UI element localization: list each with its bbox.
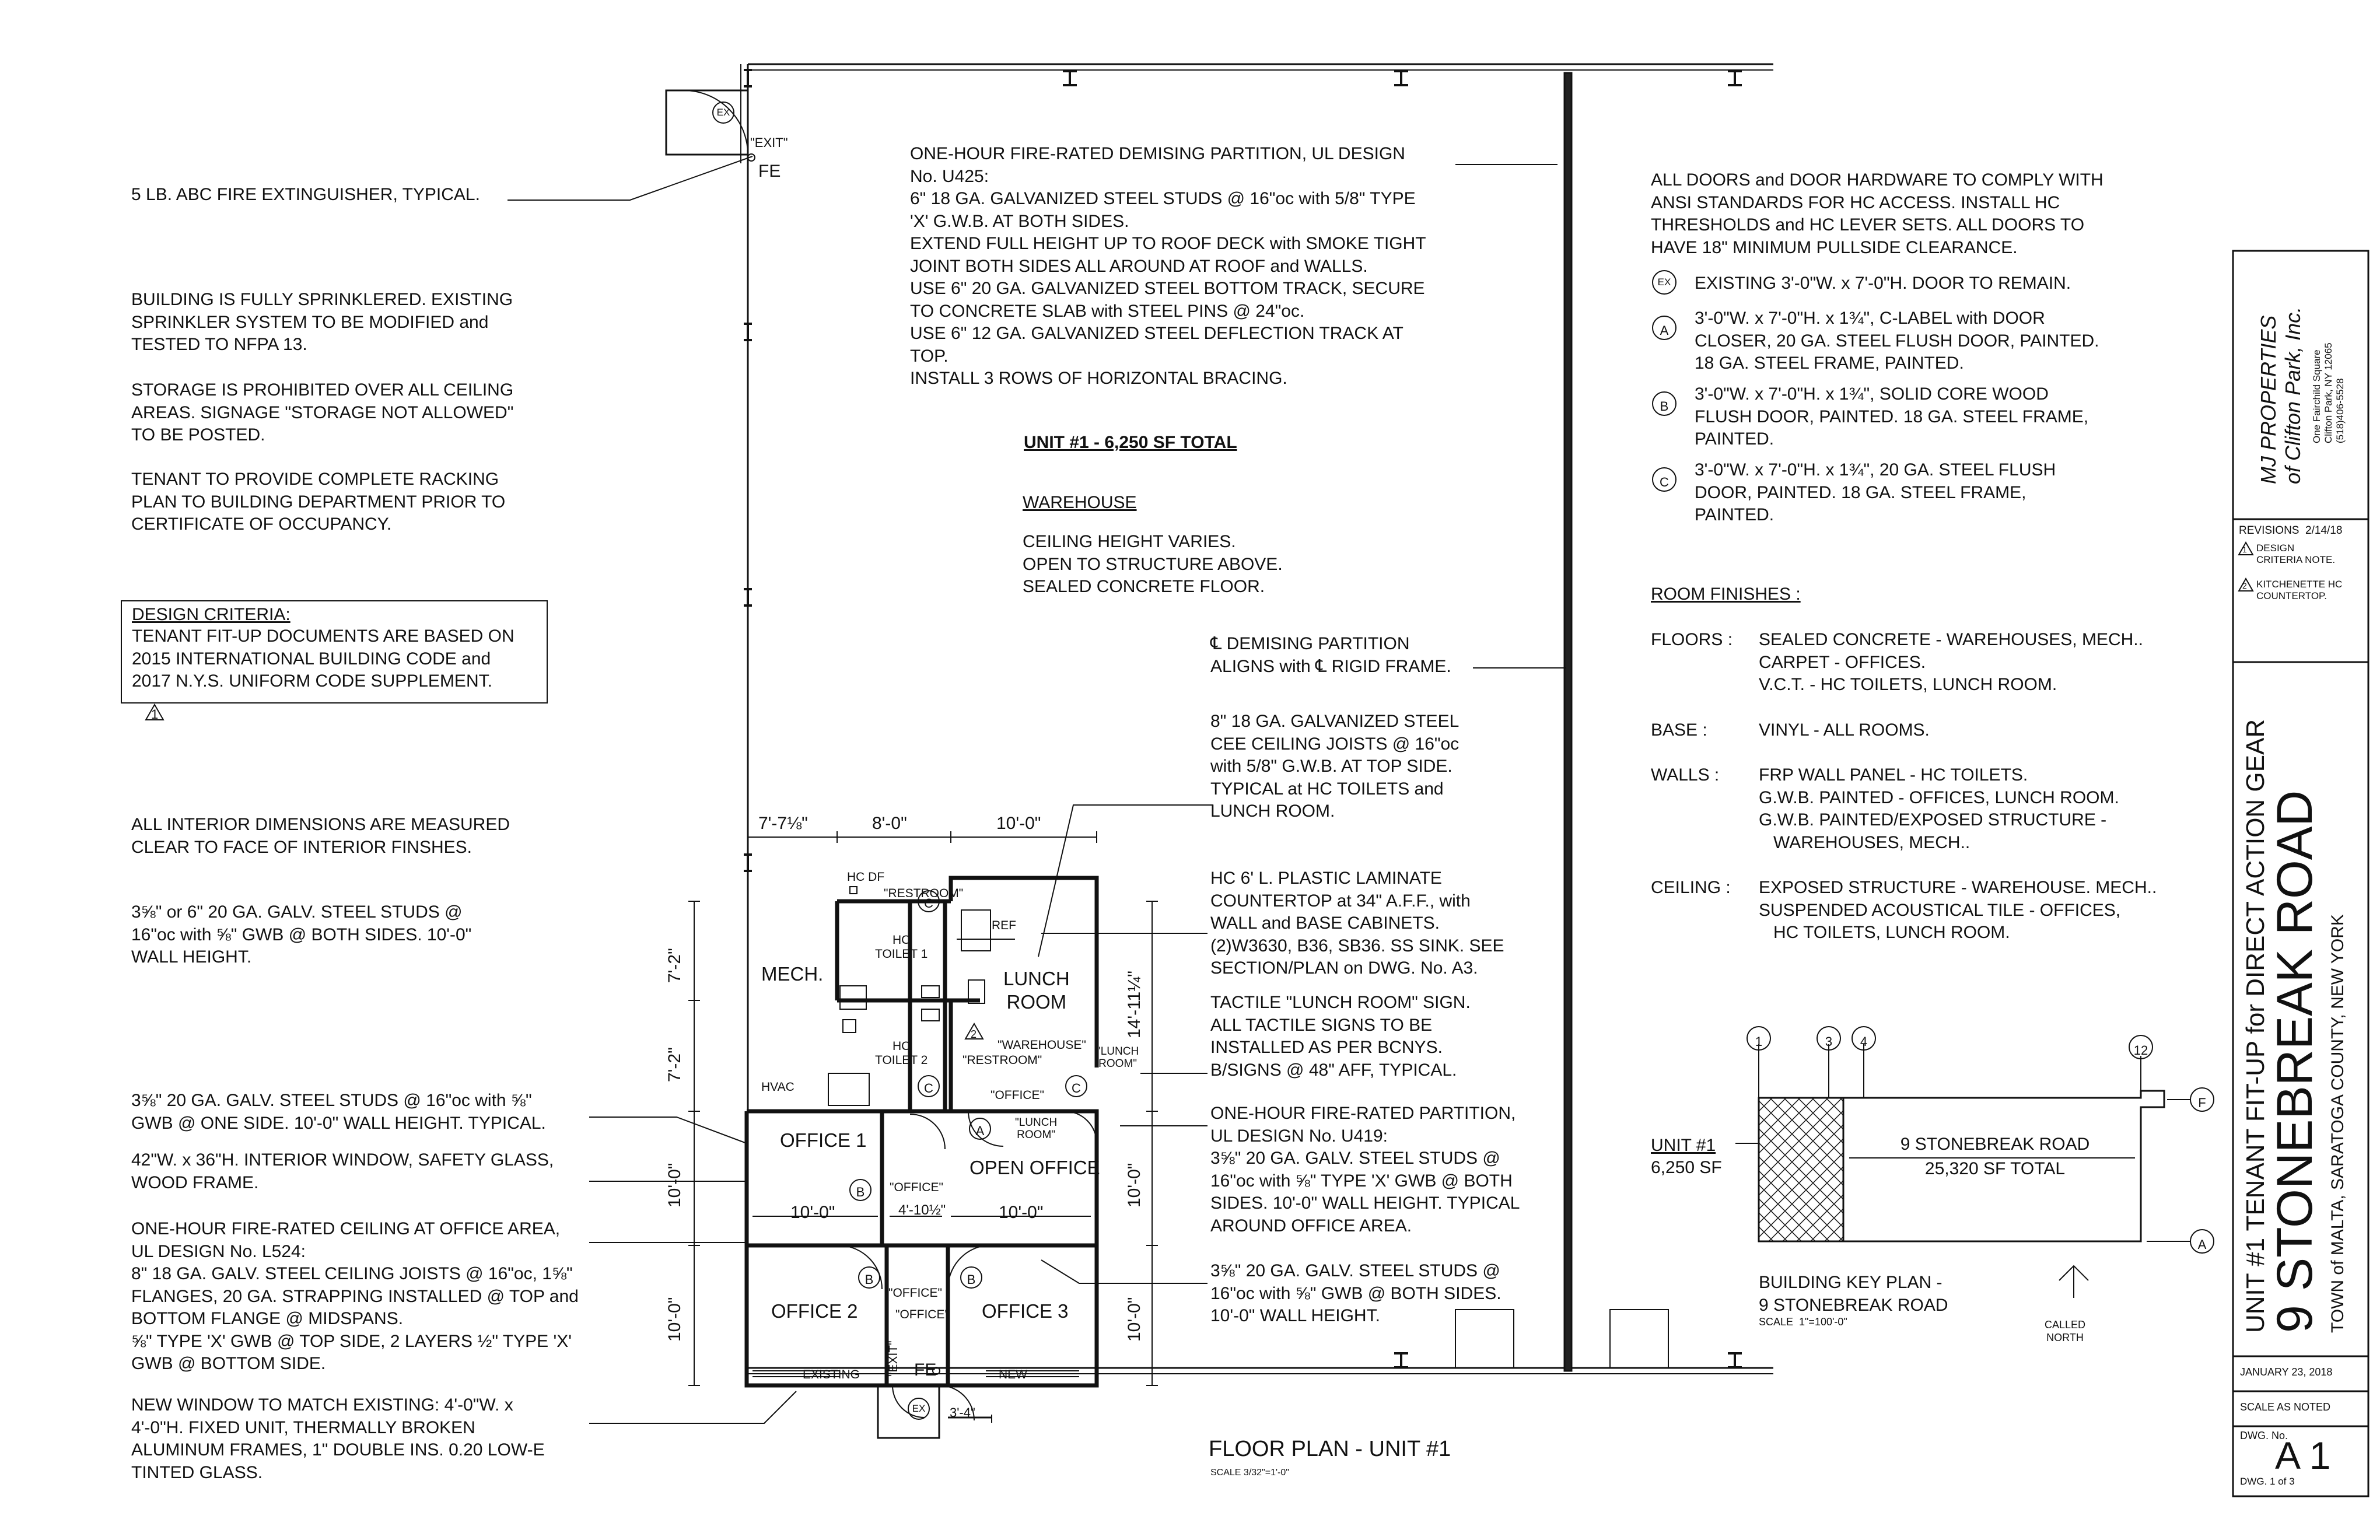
revision-2-text: KITCHENETTE HC COUNTERTOP. — [2256, 579, 2343, 601]
ref-label: REF — [992, 919, 1016, 932]
project-location: TOWN of MALTA, SARATOGA COUNTY, NEW YORK — [2328, 914, 2347, 1333]
dim-4-10: 4'-10½" — [898, 1202, 946, 1218]
note-partition-u419: ONE-HOUR FIRE-RATED PARTITION, UL DESIGN No. U419: 3⅝" 20 GA. GALV. STEEL STUDS @ 16"oc with ⅝" TYPE 'X' GWB @ BOTH SIDES. 10'-0" WALL HEIGHT. TYPICAL AROUND OFFICE AREA. — [1210, 1104, 1520, 1236]
dim-10-0-top: 10'-0" — [996, 814, 1041, 833]
key-plan-unit-area: 6,250 SF — [1651, 1158, 1722, 1177]
fe-label-bottom: FE — [914, 1360, 937, 1380]
unit-total-heading: UNIT #1 - 6,250 SF TOTAL — [1024, 433, 1237, 452]
revision-1-tag: 1 — [2242, 545, 2247, 554]
lunch-room-sign: "LUNCH ROOM" — [1015, 1116, 1058, 1141]
dim-10-0-left-b: 10'-0" — [665, 1297, 684, 1342]
lunch-room-sign-right: "LUNCH ROOM" — [1097, 1045, 1139, 1070]
design-criteria-rev-tag: 1 — [151, 707, 159, 722]
floor-plan-title: FLOOR PLAN - UNIT #1 — [1209, 1437, 1451, 1461]
dwg-number: A 1 — [2275, 1434, 2331, 1477]
existing-window-label: EXISTING — [803, 1368, 860, 1381]
note-racking: TENANT TO PROVIDE COMPLETE RACKING PLAN TO BUILDING DEPARTMENT PRIOR TO CERTIFICATE OF OCCUPANCY. — [131, 470, 506, 534]
grid-bubble-3: 3 — [1825, 1034, 1833, 1049]
dim-7-7: 7'-7⅛" — [758, 814, 808, 833]
finish-label-floors: FLOORS : — [1651, 630, 1733, 649]
dim-3-4: 3'-4" — [950, 1405, 975, 1420]
dim-office-1-width: 10'-0" — [790, 1203, 835, 1222]
grid-bubble-4: 4 — [1860, 1034, 1868, 1049]
restroom-sign: "RESTROOM" — [963, 1054, 1042, 1067]
hc-df-label: HC DF — [847, 870, 885, 884]
door-type-tag-ex: EX — [1657, 276, 1671, 288]
note-dimensions: ALL INTERIOR DIMENSIONS ARE MEASURED CLEAR TO FACE OF INTERIOR FINSHES. — [131, 815, 510, 857]
room-mech: MECH. — [761, 963, 824, 985]
note-new-window: NEW WINDOW TO MATCH EXISTING: 4'-0"W. x 4'-0"H. FIXED UNIT, THERMALLY BROKEN ALUMINUM FRAMES, 1" DOUBLE INS. 0.20 LOW-E TINTED GLASS. — [131, 1395, 545, 1482]
exit-label-top: "EXIT" — [750, 135, 788, 150]
note-demising-partition: ONE-HOUR FIRE-RATED DEMISING PARTITION, UL DESIGN No. U425: 6" 18 GA. GALVANIZED STEEL STUDS @ 16"oc with 5/8" TYPE 'X' G.W.B. AT BOTH SIDES. EXTEND FULL HEIGHT UP TO ROOF DECK with SMOKE TIGHT JOINT BOTH SIDES ALL AROUND AT ROOF and WALLS. USE 6" 20 GA. GALVANIZED STEEL BOTTOM TRACK, SECURE TO CONCRETE SLAB with STEEL PINS @ 24"oc. USE 6" 12 GA. GALVANIZED STEEL DEFLECTION TRACK AT TOP. INSTALL 3 ROWS OF HORIZONTAL BRACING. — [910, 144, 1426, 388]
note-fire-extinguisher: 5 LB. ABC FIRE EXTINGUISHER, TYPICAL. — [131, 185, 480, 204]
door-tag-c: C — [924, 896, 933, 911]
door-tag-b: B — [856, 1185, 865, 1199]
exit-sign-bottom: "EXIT" — [887, 1340, 900, 1377]
office-sign-top: "OFFICE" — [991, 1088, 1044, 1102]
note-ceiling-rated: ONE-HOUR FIRE-RATED CEILING AT OFFICE AREA, UL DESIGN No. L524: 8" 18 GA. GALV. STEEL CEILING JOISTS @ 16"oc, 1⅝" FLANGES, 20 GA. STRAPPING INSTALLED @ TOP and BOTTOM FLANGE @ MIDSPANS. ⅝" TYPE 'X' GWB @ TOP SIDE, 2 LAYERS ½" TYPE 'X' GWB @ BOTTOM SIDE. — [131, 1219, 579, 1373]
finish-text-ceiling: EXPOSED STRUCTURE - WAREHOUSE. MECH.. SUSPENDED ACOUSTICAL TILE - OFFICES, HC TOILETS, LUNCH ROOM. — [1759, 878, 2157, 942]
door-tag-a: A — [975, 1124, 985, 1138]
fe-label-top: FE — [758, 162, 781, 181]
note-doors-general: ALL DOORS and DOOR HARDWARE TO COMPLY WITH ANSI STANDARDS FOR HC ACCESS. INSTALL HC THRESHOLDS and HC LEVER SETS. ALL DOORS TO HAVE 18" MINIMUM PULLSIDE CLEARANCE. — [1651, 170, 2104, 257]
door-tag-b: B — [967, 1272, 976, 1287]
door-type-tag-b: B — [1660, 399, 1669, 414]
key-plan-title: BUILDING KEY PLAN - 9 STONEBREAK ROAD — [1759, 1273, 1948, 1315]
room-office-2: OFFICE 2 — [771, 1300, 858, 1322]
dim-open-office-width: 10'-0" — [999, 1203, 1044, 1222]
office-sign-mid: "OFFICE" — [890, 1181, 943, 1194]
design-criteria-title: DESIGN CRITERIA: — [132, 605, 290, 624]
key-plan-building-area: 25,320 SF TOTAL — [1924, 1159, 2066, 1178]
drawing-scale: SCALE AS NOTED — [2240, 1401, 2331, 1413]
dwg-no-label: DWG. No. — [2240, 1430, 2288, 1441]
door-type-tag-a: A — [1660, 323, 1669, 338]
note-ceiling-joists: 8" 18 GA. GALVANIZED STEEL CEE CEILING JOISTS @ 16"oc with 5/8" G.W.B. AT TOP SIDE. TYPICAL at HC TOILETS and LUNCH ROOM. — [1210, 712, 1460, 821]
ex-door-tag-top: EX — [716, 107, 730, 118]
warehouse-notes: CEILING HEIGHT VARIES. OPEN TO STRUCTURE ABOVE. SEALED CONCRETE FLOOR. — [1023, 532, 1283, 596]
dim-8-0: 8'-0" — [872, 814, 907, 833]
warehouse-heading: WAREHOUSE — [1023, 493, 1137, 512]
key-plan-unit-label: UNIT #1 — [1651, 1136, 1716, 1155]
dim-7-2-upper: 7'-2" — [665, 948, 684, 983]
door-type-ex-text: EXISTING 3'-0"W. x 7'-0"H. DOOR TO REMAIN. — [1695, 274, 2071, 293]
room-hc-toilet-2: HC TOILET 2 — [875, 1040, 928, 1067]
note-interior-window: 42"W. x 36"H. INTERIOR WINDOW, SAFETY GLASS, WOOD FRAME. — [131, 1150, 554, 1192]
project-address: 9 STONEBREAK ROAD — [2267, 790, 2323, 1333]
door-type-a-text: 3'-0"W. x 7'-0"H. x 1¾", C-LABEL with DOOR CLOSER, 20 GA. STEEL FLUSH DOOR, PAINTED. 18 GA. STEEL FRAME, PAINTED. — [1695, 309, 2099, 373]
rev-tag-2: 2 — [971, 1028, 977, 1040]
door-type-b-text: 3'-0"W. x 7'-0"H. x 1¾", SOLID CORE WOOD FLUSH DOOR, PAINTED. 18 GA. STEEL FRAME, PAINTED. — [1695, 384, 2089, 449]
firm-name: MJ PROPERTIES of Clifton Park, Inc. — [2256, 306, 2305, 484]
finish-label-base: BASE : — [1651, 720, 1707, 740]
grid-bubble-12: 12 — [2133, 1043, 2148, 1058]
office-sign-a: "OFFICE" — [888, 1286, 942, 1300]
dim-14-11: 14'-11¼" — [1125, 971, 1144, 1038]
ex-door-tag-bottom: EX — [912, 1403, 926, 1414]
note-demising-align: ℄ DEMISING PARTITION ALIGNS with ℄ RIGID FRAME. — [1210, 634, 1451, 676]
key-plan-scale: SCALE 1"=100'-0" — [1759, 1316, 1847, 1328]
revisions-title: REVISIONS 2/14/18 — [2239, 524, 2343, 537]
north-arrow-label: CALLED NORTH — [2045, 1319, 2086, 1343]
note-studs-one-side: 3⅝" 20 GA. GALV. STEEL STUDS @ 16"oc with ⅝" GWB @ ONE SIDE. 10'-0" WALL HEIGHT. TYPICAL. — [131, 1091, 546, 1133]
dim-7-2-lower: 7'-2" — [665, 1047, 684, 1082]
finish-text-base: VINYL - ALL ROOMS. — [1759, 720, 1930, 740]
project-title: UNIT #1 TENANT FIT-UP for DIRECT ACTION GEAR — [2241, 719, 2270, 1333]
note-storage: STORAGE IS PROHIBITED OVER ALL CEILING AREAS. SIGNAGE "STORAGE NOT ALLOWED" TO BE POSTED. — [131, 380, 514, 444]
door-legend-tags — [1653, 271, 1676, 491]
grid-bubble-1: 1 — [1755, 1034, 1763, 1049]
door-tag-b: B — [864, 1272, 874, 1287]
finish-label-ceiling: CEILING : — [1651, 878, 1731, 897]
room-open-office: OPEN OFFICE — [970, 1157, 1100, 1178]
new-window-label: NEW — [999, 1368, 1027, 1381]
design-criteria-body: TENANT FIT-UP DOCUMENTS ARE BASED ON 2015 INTERNATIONAL BUILDING CODE and 2017 N.Y.S. UNIFORM CODE SUPPLEMENT. — [132, 626, 514, 691]
finish-label-walls: WALLS : — [1651, 765, 1720, 785]
dwg-sheet-count: DWG. 1 of 3 — [2240, 1476, 2295, 1487]
room-lunch-room: LUNCH ROOM — [1003, 968, 1070, 1013]
dim-10-0-right-b: 10'-0" — [1125, 1297, 1144, 1342]
office-sign-b: "OFFICE" — [895, 1308, 949, 1321]
key-plan-building-name: 9 STONEBREAK ROAD — [1900, 1135, 2090, 1154]
note-studs-both-sides: 3⅝" or 6" 20 GA. GALV. STEEL STUDS @ 16"oc with ⅝" GWB @ BOTH SIDES. 10'-0" WALL HEIGHT. — [131, 902, 472, 967]
grid-bubble-a: A — [2197, 1237, 2207, 1252]
restroom-sign-top: "RESTROOM" — [884, 887, 964, 900]
dim-10-0-left-a: 10'-0" — [665, 1163, 684, 1208]
room-hc-toilet-1: HC TOILET 1 — [875, 933, 928, 961]
floor-plan-scale: SCALE 3/32"=1'-0" — [1210, 1468, 1289, 1478]
finish-text-floors: SEALED CONCRETE - WAREHOUSES, MECH.. CARPET - OFFICES. V.C.T. - HC TOILETS, LUNCH ROOM. — [1759, 630, 2143, 694]
drawing-date: JANUARY 23, 2018 — [2240, 1366, 2333, 1378]
note-countertop: HC 6' L. PLASTIC LAMINATE COUNTERTOP at 34" A.F.F., with WALL and BASE CABINETS. (2)W3630, B36, SB36. SS SINK. SEE SECTION/PLAN on DWG. No. A3. — [1210, 869, 1504, 978]
revision-1-text: DESIGN CRITERIA NOTE. — [2256, 542, 2336, 565]
warehouse-sign: "WAREHOUSE" — [998, 1038, 1086, 1052]
door-type-tag-c: C — [1660, 475, 1669, 489]
room-office-1: OFFICE 1 — [780, 1129, 867, 1151]
hvac-label: HVAC — [761, 1080, 794, 1094]
door-type-c-text: 3'-0"W. x 7'-0"H. x 1¾", 20 GA. STEEL FLUSH DOOR, PAINTED. 18 GA. STEEL FRAME, PAINTED. — [1695, 460, 2056, 524]
dim-10-0-right-a: 10'-0" — [1125, 1163, 1144, 1208]
note-tactile-sign: TACTILE "LUNCH ROOM" SIGN. ALL TACTILE SIGNS TO BE INSTALLED AS PER BCNYS. B/SIGNS @ 48" AFF, TYPICAL. — [1210, 993, 1471, 1080]
revision-2-tag: 2 — [2242, 581, 2247, 590]
door-tag-c: C — [924, 1081, 933, 1096]
note-studs-both-sides-2: 3⅝" 20 GA. GALV. STEEL STUDS @ 16"oc with ⅝" GWB @ BOTH SIDES. 10'-0" WALL HEIGHT. — [1210, 1261, 1502, 1325]
door-tag-c: C — [1072, 1081, 1081, 1096]
room-office-3: OFFICE 3 — [982, 1300, 1069, 1322]
firm-address: One Fairchild Square Clifton Park, NY 12065 (518)406-5528 — [2311, 342, 2346, 443]
grid-bubble-f: F — [2198, 1096, 2206, 1110]
room-finishes-title: ROOM FINISHES : — [1651, 584, 1801, 604]
note-sprinkler: BUILDING IS FULLY SPRINKLERED. EXISTING SPRINKLER SYSTEM TO BE MODIFIED and TESTED TO NFPA 13. — [131, 290, 513, 354]
finish-text-walls: FRP WALL PANEL - HC TOILETS. G.W.B. PAINTED - OFFICES, LUNCH ROOM. G.W.B. PAINTED/EXPOSED STRUCTURE - WAREHOUSES, MECH.. — [1759, 765, 2119, 852]
demising-partition — [1564, 73, 1572, 1371]
